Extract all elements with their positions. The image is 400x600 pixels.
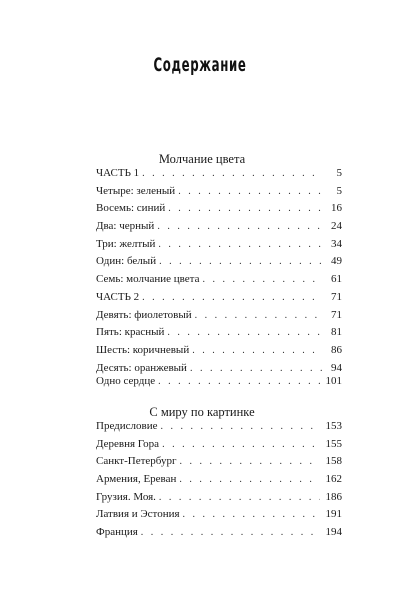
toc-entry[interactable]: [96, 473, 342, 491]
toc-entry-label: Предисловие: [96, 420, 158, 432]
toc-entry[interactable]: [96, 455, 342, 473]
toc-entry-label: Четыре: зеленый: [96, 184, 176, 197]
toc-entry[interactable]: [96, 238, 342, 256]
toc-entry-page: 158: [325, 455, 342, 468]
page-title: Содержание: [153, 54, 247, 76]
toc-entry-page: 16: [331, 202, 342, 215]
toc-entry-label: Латвия и Эстония: [96, 508, 180, 521]
toc-entry-page: 34: [331, 237, 342, 250]
toc-entry-label: Шесть: коричневый: [96, 343, 190, 356]
toc-entry-label: Армения, Ереван: [96, 473, 177, 486]
toc-list-pictures: [96, 420, 342, 544]
toc-entry-page: 186: [325, 490, 342, 503]
toc-entry-label: ЧАСТЬ 2: [96, 290, 140, 303]
toc-entry-label: Семь: молчание цвета: [96, 273, 200, 286]
toc-entry-page: 162: [325, 473, 342, 486]
section-heading-pictures: С миру по картинке: [149, 405, 255, 419]
dot-leader: [162, 439, 319, 450]
toc-entry[interactable]: [96, 202, 342, 220]
toc-entry[interactable]: [96, 508, 342, 526]
toc-entry-label: ЧАСТЬ 1: [96, 167, 140, 179]
toc-entry-page: 71: [331, 308, 342, 321]
toc-entry[interactable]: [96, 167, 342, 185]
toc-entry-page: 101: [325, 375, 342, 387]
toc-entry-page: 71: [331, 290, 342, 303]
dot-leader: [195, 310, 322, 321]
toc-entry-label: Франция: [96, 526, 138, 539]
toc-entry[interactable]: [96, 344, 342, 362]
dot-leader: [192, 345, 322, 356]
dot-leader: [158, 376, 319, 387]
toc-entry-page: 94: [331, 361, 342, 374]
dot-leader: [178, 186, 322, 197]
dot-leader: [141, 527, 320, 538]
toc-entry[interactable]: [96, 420, 342, 438]
toc-entry[interactable]: [96, 309, 342, 327]
toc-entry-page: 5: [336, 184, 342, 197]
toc-entry[interactable]: [96, 326, 342, 344]
dot-leader: [190, 363, 322, 374]
toc-entry-page: 153: [325, 420, 342, 432]
toc-entry-page: 81: [331, 326, 342, 339]
toc-entry-page: 24: [331, 220, 342, 233]
toc-entry-page: 61: [331, 273, 342, 286]
dot-leader: [142, 168, 322, 179]
dot-leader: [168, 203, 322, 214]
toc-entry-label: Два: черный: [96, 220, 155, 233]
toc-entry-label: Грузия. Моя.: [96, 490, 156, 503]
dot-leader: [142, 292, 322, 303]
dot-leader: [179, 474, 319, 485]
toc-entry-page: 155: [325, 437, 342, 450]
toc-entry[interactable]: [96, 526, 342, 544]
dot-leader: [161, 421, 320, 432]
toc-entry-page: 191: [325, 508, 342, 521]
toc-entry-page: 194: [325, 526, 342, 539]
dot-leader: [159, 492, 320, 503]
section-heading-colors: Молчание цвета: [158, 152, 246, 166]
toc-entry-label: Пять: красный: [96, 326, 165, 339]
toc-entry-page: 49: [331, 255, 342, 268]
toc-entry-label: Восемь: синий: [96, 202, 166, 215]
toc-entry-page: 86: [331, 343, 342, 356]
toc-entry-label: Одно сердце: [96, 375, 156, 387]
toc-list-colors: [96, 167, 342, 379]
toc-entry-page: 5: [336, 167, 342, 179]
dot-leader: [203, 274, 323, 285]
toc-entry-label: Один: белый: [96, 255, 157, 268]
toc-entry-label: Три: желтый: [96, 237, 156, 250]
toc-entry[interactable]: [96, 438, 342, 456]
toc-list-single: [96, 375, 342, 393]
toc-entry[interactable]: [96, 220, 342, 238]
toc-entry[interactable]: [96, 273, 342, 291]
dot-leader: [158, 239, 322, 250]
dot-leader: [159, 256, 322, 267]
toc-entry[interactable]: [96, 185, 342, 203]
toc-entry[interactable]: [96, 291, 342, 309]
dot-leader: [183, 509, 320, 520]
toc-entry[interactable]: [96, 375, 342, 393]
toc-entry-label: Девять: фиолетовый: [96, 308, 192, 321]
toc-entry[interactable]: [96, 255, 342, 273]
dot-leader: [179, 456, 319, 467]
toc-entry-label: Деревня Гора: [96, 437, 160, 450]
toc-entry[interactable]: [96, 491, 342, 509]
toc-entry-label: Десять: оранжевый: [96, 361, 187, 374]
toc-entry-label: Санкт-Петербург: [96, 455, 177, 468]
dot-leader: [167, 327, 322, 338]
dot-leader: [157, 221, 322, 232]
